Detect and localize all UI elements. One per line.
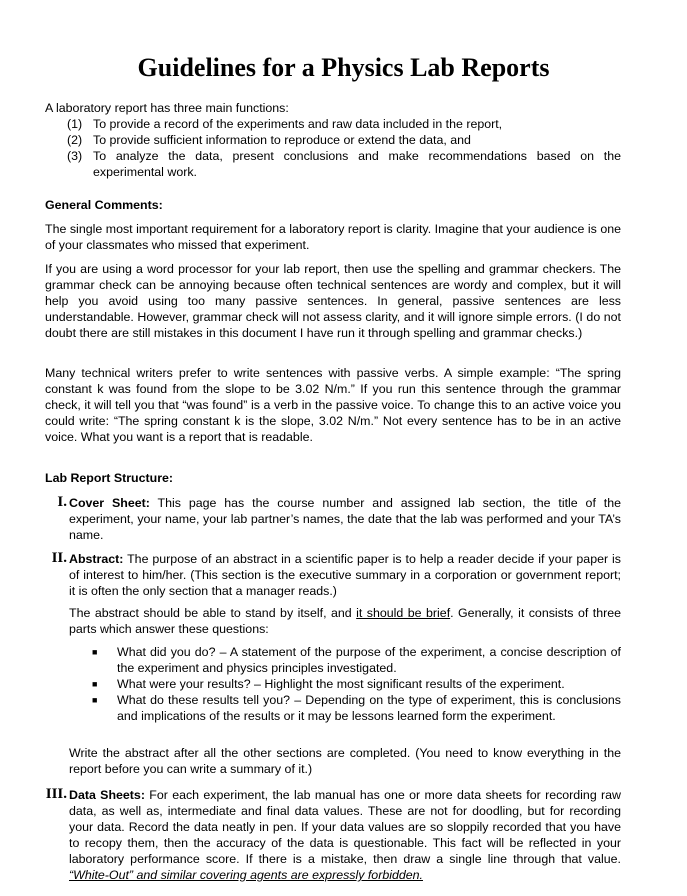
section-body: [69, 787, 621, 883]
section-heading: Abstract:: [69, 552, 124, 566]
list-item: [45, 148, 621, 180]
list-text: To analyze the data, present conclusions and make recommendations based on the experimental work.: [93, 149, 621, 179]
section-number: III.: [45, 786, 67, 802]
bullet-icon: ■: [92, 647, 98, 657]
list-text: To provide sufficient information to reproduce or extend the data, and: [93, 133, 471, 147]
intro-lead: A laboratory report has three main functions:: [45, 101, 289, 115]
list-item: [45, 116, 621, 132]
lab-report-structure-heading: Lab Report Structure:: [45, 471, 174, 485]
section-cover-sheet: [45, 495, 621, 543]
section-heading: Cover Sheet:: [69, 496, 150, 510]
general-paragraph-3: Many technical writers prefer to write sentences with passive verbs. A simple example: “The spring constant k was found from the slope to be 3.02 N/m.” If you run this sentence through the grammar check, it will tell you that “was found” is a verb in the passive voice. To change this to an active voice you could write: “The spring constant k is the slope, 3.02 N/m.” Not every sentence has to be in an active voice. What you want is a report that is readable.: [45, 366, 621, 444]
emphasized-warning: “White-Out” and similar covering agents are expressly forbidden.: [69, 868, 423, 882]
section-body: [69, 495, 621, 543]
list-item: [45, 692, 621, 724]
general-comments-heading: General Comments:: [45, 198, 163, 212]
section-abstract: [45, 551, 621, 599]
page-title: Guidelines for a Physics Lab Reports: [137, 53, 550, 82]
section-data-sheets: [45, 787, 621, 883]
section-body: [69, 551, 621, 599]
abstract-bullet-list: [45, 644, 621, 724]
section-number: II.: [51, 550, 67, 566]
list-item: [45, 132, 621, 148]
bullet-icon: ■: [92, 695, 98, 705]
functions-list: [45, 116, 621, 180]
section-number: I.: [57, 494, 67, 510]
intro-section: [45, 100, 621, 180]
list-text: What do these results tell you? – Depending on the type of experiment, this is conclusions and implications of the results or it may be lessons learned form the experiment.: [117, 693, 621, 723]
general-paragraph-1: The single most important requirement for a laboratory report is clarity. Imagine that your audience is one of your classmates who missed that experiment.: [45, 222, 621, 252]
section-text: This page has the course number and assigned lab section, the title of the experiment, your name, your lab partner’s names, the date that the lab was performed and your TA’s name.: [69, 496, 621, 542]
abstract-text-after: . Generally, it consists of three parts which answer these questions:: [69, 606, 621, 636]
list-item: [45, 644, 621, 676]
general-paragraph-2: If you are using a word processor for your lab report, then use the spelling and grammar checkers. The grammar check can be annoying because often technical sentences are wordy and complex, but it will help you avoid using too many passive sentences. In general, passive sentences are less understandable. However, grammar check will not assess clarity, and it will ignore simple errors. (I do not doubt there are still mistakes in this document I have run it through spelling and grammar checks.): [45, 262, 621, 340]
abstract-paragraph-3: Write the abstract after all the other sections are completed. (You need to know everything in the report before you can write a summary of it.): [69, 746, 621, 776]
list-number: (2): [67, 133, 83, 147]
list-text: What did you do? – A statement of the purpose of the experiment, a concise description of the experiment and physics principles investigated.: [117, 645, 621, 675]
list-text: What were your results? – Highlight the most significant results of the experiment.: [117, 677, 565, 691]
bullet-icon: ■: [92, 679, 98, 689]
abstract-underlined-text: it should be brief: [356, 606, 451, 620]
abstract-text-before: The abstract should be able to stand by itself, and: [69, 606, 357, 620]
section-text: For each experiment, the lab manual has one or more data sheets for recording raw data, as well as, intermediate and final data values. These are not for doodling, but for recording your data. Record the data neatly in pen. If your data values are so sloppily recorded that you have to recopy them, then the accuracy of the data is questionable. This fact will be reflected in your laboratory performance score. If there is a mistake, then draw a single line through that value.: [69, 788, 622, 866]
section-heading: Data Sheets:: [69, 788, 145, 802]
list-number: (1): [67, 117, 83, 131]
list-item: [45, 676, 621, 692]
section-text: The purpose of an abstract in a scientific paper is to help a reader decide if your paper is of interest to him/her. (This section is the executive summary in a corporation or government report; it is often the only section that a manager reads.): [69, 552, 621, 598]
list-number: (3): [67, 149, 83, 163]
abstract-paragraph-2: [69, 605, 621, 637]
bullet-list: [45, 644, 621, 724]
list-text: To provide a record of the experiments and raw data included in the report,: [93, 117, 503, 131]
